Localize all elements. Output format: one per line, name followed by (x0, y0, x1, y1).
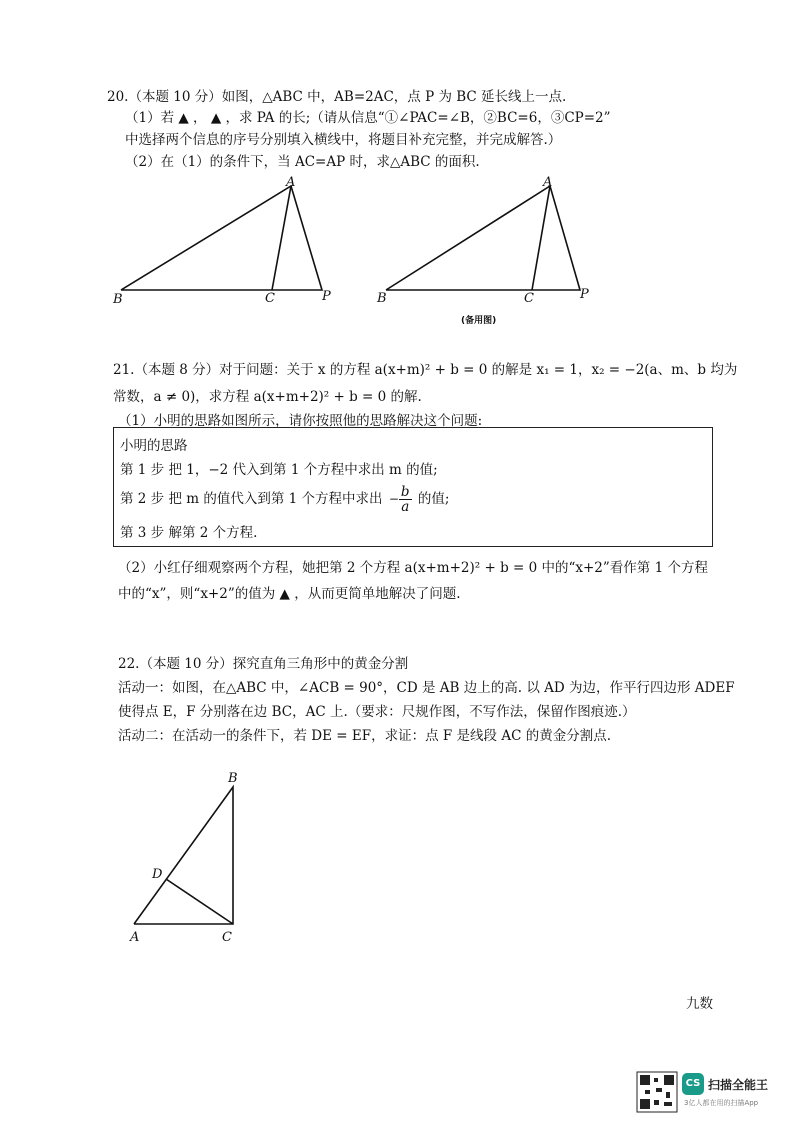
q20-line2: （1）若 ▲ ， ▲ ，求 PA 的长;（请从信息“①∠PAC=∠B，②BC=6，③CP=2” (125, 110, 611, 126)
box-step2-post: 的值; (417, 491, 450, 507)
q20-line1: 20.（本题 10 分）如图，△ABC 中，AB=2AC，点 P 为 BC 延长线上一点. (107, 89, 567, 105)
scanner-brand: 扫描全能王 (708, 1078, 769, 1092)
q21-line1: 21.（本题 8 分）对于问题：关于 x 的方程 a(x+m)² + b = 0 的解是 x₁ = 1，x₂ = −2(a、m、b 均为 (113, 362, 738, 378)
q22-fig-label-c: C (222, 930, 232, 945)
box-step1: 第 1 步 把 1，−2 代入到第 1 个方程中求出 m 的值; (120, 462, 438, 478)
q21-line5: 中的“x”，则“x+2”的值为 ▲ ，从而更简单地解决了问题. (118, 586, 461, 602)
q22-line4: 活动二：在活动一的条件下，若 DE = EF，求证：点 F 是线段 AC 的黄金分割点. (118, 728, 611, 744)
q20-fig1-label-b: B (113, 292, 123, 307)
box-title: 小明的思路 (120, 438, 188, 454)
q22-line1: 22.（本题 10 分）探究直角三角形中的黄金分割 (118, 656, 409, 672)
fraction-b-over-a: − $\frac{b}{a}$ (388, 484, 410, 515)
q22-fig-label-d: D (152, 867, 163, 882)
box-step3: 第 3 步 解第 2 个方程. (120, 525, 258, 541)
q20-fig1-label-c: C (265, 291, 275, 306)
q20-fig1-label-a: A (286, 175, 296, 190)
q21-line3: （1）小明的思路如图所示，请你按照他的思路解决这个问题: (118, 413, 483, 429)
scanner-tagline: 3亿人都在用的扫描App (684, 1099, 759, 1107)
camscanner-logo-icon: CS (682, 1073, 704, 1095)
q22-fig-label-b: B (228, 771, 238, 786)
q20-fig2-label-a: A (543, 175, 553, 190)
q20-backup-caption: (备用图) (461, 316, 497, 326)
q20-fig2-label-c: C (524, 291, 534, 306)
q20-fig2-label-p: P (580, 287, 589, 302)
page-mark: 九数 (686, 996, 713, 1012)
q22-line3: 使得点 E，F 分别落在边 BC，AC 上.（要求：尺规作图，不写作法，保留作图痕迹.） (118, 704, 636, 720)
q20-fig1-label-p: P (322, 289, 331, 304)
q20-fig2-label-b: B (377, 291, 387, 306)
box-step2-pre: 第 2 步 把 m 的值代入到第 1 个方程中求出 (120, 491, 383, 507)
fraction-denominator: a (401, 499, 410, 515)
q22-line2: 活动一：如图，在△ABC 中，∠ACB = 90°，CD 是 AB 边上的高. 以 AD 为边，作平行四边形 ADEF (118, 680, 735, 696)
q22-fig-label-a: A (130, 930, 140, 945)
q20-line4: （2）在（1）的条件下，当 AC=AP 时，求△ABC 的面积. (125, 154, 480, 170)
q20-line3: 中选择两个信息的序号分别填入横线中，将题目补充完整，并完成解答.） (125, 132, 562, 148)
fraction-numerator: b (400, 484, 410, 500)
q21-line2: 常数，a ≠ 0)，求方程 a(x+m+2)² + b = 0 的解. (113, 389, 422, 405)
q21-line4: （2）小红仔细观察两个方程，她把第 2 个方程 a(x+m+2)² + b = 0 中的“x+2”看作第 1 个方程 (118, 560, 708, 576)
